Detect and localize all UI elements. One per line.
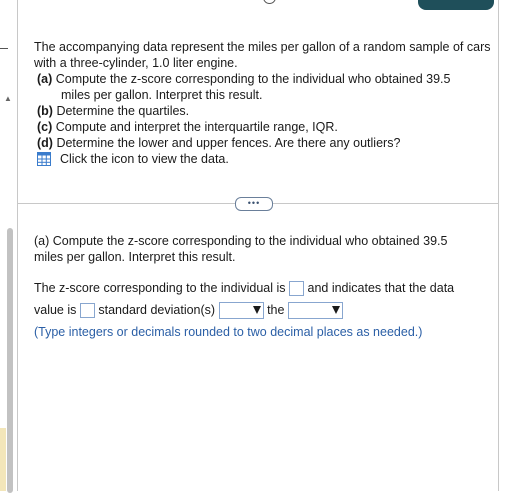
data-table-icon[interactable] [37,152,51,166]
part-label: (c) [37,120,53,134]
expand-button[interactable]: ••• [235,197,273,211]
question-part-d [37,135,487,151]
part-text: Determine the quartiles. [56,104,190,118]
answer-text-3: value is [34,303,77,317]
scroll-up-icon[interactable]: ▲ [4,94,12,103]
rail-highlight [0,428,6,491]
answer-heading-line1: (a) Compute the z-score corresponding to the individual who obtained 39.5 [34,234,448,248]
direction-dropdown[interactable] [219,302,264,319]
part-label: (a) [37,72,53,86]
question-part-c [37,119,487,135]
part-text: Compute and interpret the interquartile range, IQR. [55,120,338,134]
part-text: Determine the lower and upper fences. Are there any outliers? [56,136,401,150]
answer-heading [34,233,447,265]
answer-text-4: standard deviation(s) [98,303,216,317]
left-rail [0,0,18,491]
top-action-button[interactable] [418,0,494,10]
answer-text-1: The z-score corresponding to the individual is [34,281,286,295]
question-intro: The accompanying data represent the miles per gallon of a random sample of cars with a three-cylinder, 1.0 liter engine. [34,40,491,70]
part-text-continuation: miles per gallon. Interpret this result. [61,88,263,102]
view-data-label[interactable]: Click the icon to view the data. [60,152,229,166]
answer-line-2 [34,302,343,319]
answer-instructions: (Type integers or decimals rounded to two decimal places as needed.) [34,325,423,339]
view-data-link[interactable] [37,152,229,166]
top-circle-icon [263,0,276,4]
answer-text-5: the [267,303,285,317]
rail-dash-icon [0,48,8,49]
zscore-input[interactable] [289,281,304,296]
chevron-down-icon [332,306,340,314]
question-part-a [37,71,487,103]
right-border [498,0,499,491]
answer-heading-line2: miles per gallon. Interpret this result. [34,250,236,264]
chevron-down-icon [253,306,261,314]
question-part-b [37,103,487,119]
part-label: (b) [37,104,53,118]
part-label: (d) [37,136,53,150]
part-text: Compute the z-score corresponding to the individual who obtained 39.5 [55,72,451,86]
sd-count-input[interactable] [80,303,95,318]
answer-line-1 [34,280,454,296]
answer-text-2: and indicates that the data [307,281,455,295]
scrollbar-thumb[interactable] [7,228,13,493]
reference-dropdown[interactable] [288,302,343,319]
